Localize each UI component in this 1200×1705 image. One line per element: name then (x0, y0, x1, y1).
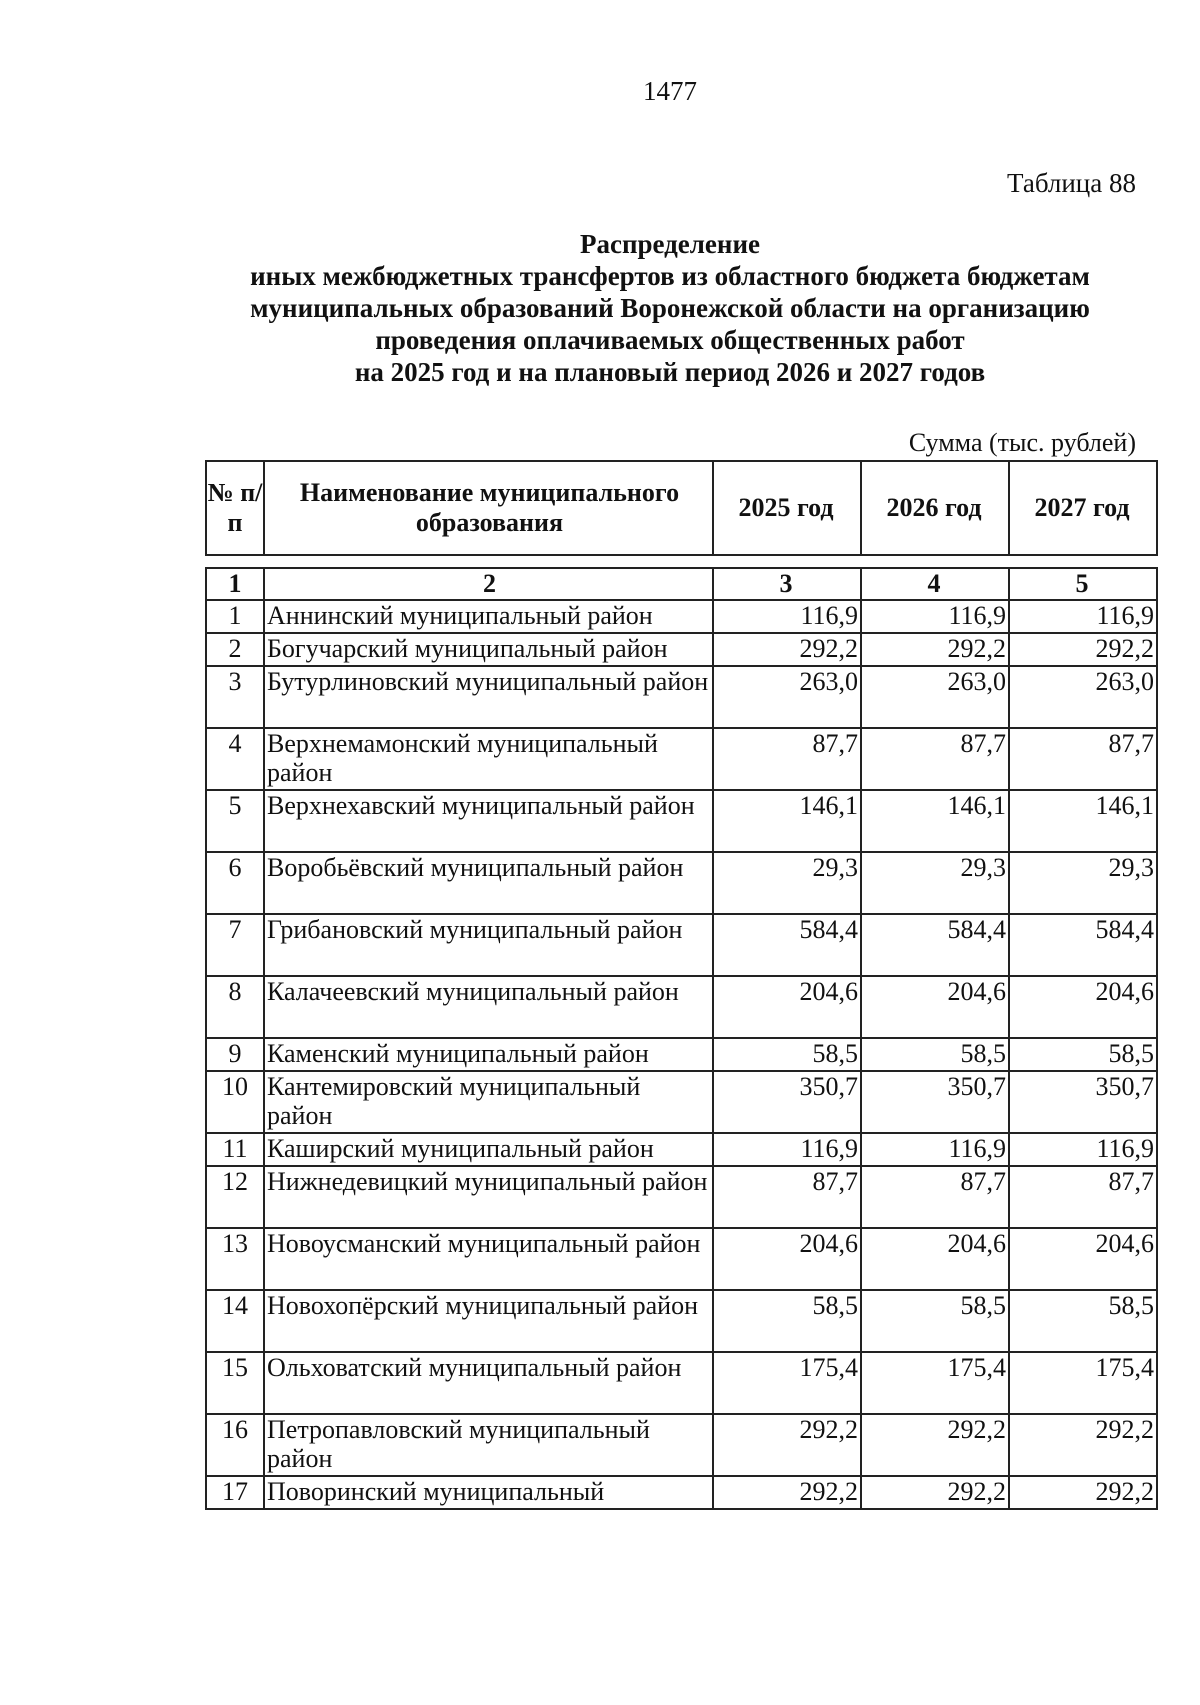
header-table (205, 460, 1158, 556)
row-number: 4 (206, 728, 264, 790)
value-2025: 350,7 (713, 1071, 861, 1133)
data-table (205, 567, 1158, 1510)
table-row (206, 1133, 1157, 1166)
value-2026: 87,7 (861, 1166, 1009, 1228)
table-row (206, 976, 1157, 1038)
row-name: Богучарский муниципальный район (264, 633, 713, 666)
value-2025: 29,3 (713, 852, 861, 914)
row-number: 11 (206, 1133, 264, 1166)
header-2027: 2027 год (1009, 461, 1157, 555)
value-2025: 204,6 (713, 976, 861, 1038)
column-number: 1 (206, 568, 264, 600)
row-name: Бутурлиновский муниципальный район (264, 666, 713, 728)
column-number: 5 (1009, 568, 1157, 600)
title-line: проведения оплачиваемых общественных работ (375, 325, 965, 355)
table-row (206, 666, 1157, 728)
value-2026: 204,6 (861, 1228, 1009, 1290)
row-number: 9 (206, 1038, 264, 1071)
row-number: 6 (206, 852, 264, 914)
page-number: 1477 (643, 76, 697, 106)
row-name: Верхнехавский муниципальный район (264, 790, 713, 852)
header-num: № п/п (206, 461, 264, 555)
table-row (206, 1290, 1157, 1352)
row-name: Нижнедевицкий муниципальный район (264, 1166, 713, 1228)
value-2027: 292,2 (1009, 633, 1157, 666)
row-number: 16 (206, 1414, 264, 1476)
value-2025: 292,2 (713, 633, 861, 666)
column-number: 4 (861, 568, 1009, 600)
column-numbers-row (206, 568, 1157, 600)
table-row (206, 1071, 1157, 1133)
value-2026: 116,9 (861, 600, 1009, 633)
table-row (206, 728, 1157, 790)
header-2026: 2026 год (861, 461, 1009, 555)
value-2027: 58,5 (1009, 1290, 1157, 1352)
row-name: Новоусманский муниципальный район (264, 1228, 713, 1290)
value-2027: 116,9 (1009, 600, 1157, 633)
header-name: Наименование муниципального образования (264, 461, 713, 555)
table-row (206, 852, 1157, 914)
table-row (206, 1414, 1157, 1476)
value-2025: 87,7 (713, 728, 861, 790)
value-2027: 584,4 (1009, 914, 1157, 976)
value-2026: 292,2 (861, 633, 1009, 666)
row-name: Верхнемамонский муниципальный район (264, 728, 713, 790)
value-2027: 204,6 (1009, 1228, 1157, 1290)
value-2025: 263,0 (713, 666, 861, 728)
value-2026: 350,7 (861, 1071, 1009, 1133)
row-number: 12 (206, 1166, 264, 1228)
value-2027: 292,2 (1009, 1476, 1157, 1509)
title-line: на 2025 год и на плановый период 2026 и 2027 годов (354, 357, 986, 387)
value-2026: 175,4 (861, 1352, 1009, 1414)
value-2025: 116,9 (713, 1133, 861, 1166)
row-number: 5 (206, 790, 264, 852)
table-row (206, 600, 1157, 633)
row-name: Каменский муниципальный район (264, 1038, 713, 1071)
row-name: Поворинский муниципальный (264, 1476, 713, 1509)
table-body (206, 568, 1157, 1509)
value-2025: 146,1 (713, 790, 861, 852)
value-2025: 204,6 (713, 1228, 861, 1290)
value-2027: 29,3 (1009, 852, 1157, 914)
row-name: Аннинский муниципальный район (264, 600, 713, 633)
row-name: Петропавловский муниципальный район (264, 1414, 713, 1476)
table-row (206, 914, 1157, 976)
table-label: Таблица 88 (1007, 168, 1136, 198)
value-2027: 146,1 (1009, 790, 1157, 852)
header-2025: 2025 год (713, 461, 861, 555)
value-2027: 263,0 (1009, 666, 1157, 728)
row-number: 7 (206, 914, 264, 976)
row-name: Ольховатский муниципальный район (264, 1352, 713, 1414)
units-label: Сумма (тыс. рублей) (908, 428, 1136, 457)
value-2025: 292,2 (713, 1476, 861, 1509)
value-2027: 116,9 (1009, 1133, 1157, 1166)
value-2026: 584,4 (861, 914, 1009, 976)
value-2027: 58,5 (1009, 1038, 1157, 1071)
document-title (0, 228, 1200, 388)
value-2027: 175,4 (1009, 1352, 1157, 1414)
value-2026: 58,5 (861, 1038, 1009, 1071)
row-name: Каширский муниципальный район (264, 1133, 713, 1166)
value-2026: 116,9 (861, 1133, 1009, 1166)
value-2026: 263,0 (861, 666, 1009, 728)
value-2027: 292,2 (1009, 1414, 1157, 1476)
column-number: 3 (713, 568, 861, 600)
row-name: Новохопёрский муниципальный район (264, 1290, 713, 1352)
title-line: иных межбюджетных трансфертов из областного бюджета бюджетам (250, 261, 1090, 291)
row-number: 14 (206, 1290, 264, 1352)
row-number: 1 (206, 600, 264, 633)
column-number: 2 (264, 568, 713, 600)
value-2027: 350,7 (1009, 1071, 1157, 1133)
value-2025: 584,4 (713, 914, 861, 976)
value-2026: 146,1 (861, 790, 1009, 852)
value-2027: 87,7 (1009, 728, 1157, 790)
title-line: Распределение (579, 229, 761, 259)
table-row (206, 1038, 1157, 1071)
value-2026: 87,7 (861, 728, 1009, 790)
value-2025: 87,7 (713, 1166, 861, 1228)
value-2026: 58,5 (861, 1290, 1009, 1352)
row-number: 2 (206, 633, 264, 666)
row-name: Воробьёвский муниципальный район (264, 852, 713, 914)
value-2025: 116,9 (713, 600, 861, 633)
value-2025: 58,5 (713, 1290, 861, 1352)
value-2026: 29,3 (861, 852, 1009, 914)
table-row (206, 790, 1157, 852)
value-2026: 204,6 (861, 976, 1009, 1038)
row-number: 17 (206, 1476, 264, 1509)
value-2026: 292,2 (861, 1414, 1009, 1476)
row-number: 10 (206, 1071, 264, 1133)
value-2026: 292,2 (861, 1476, 1009, 1509)
row-name: Грибановский муниципальный район (264, 914, 713, 976)
title-line: муниципальных образований Воронежской области на организацию (250, 293, 1090, 323)
value-2025: 175,4 (713, 1352, 861, 1414)
table-row (206, 1166, 1157, 1228)
row-number: 13 (206, 1228, 264, 1290)
table-row (206, 1228, 1157, 1290)
value-2025: 58,5 (713, 1038, 861, 1071)
row-number: 3 (206, 666, 264, 728)
table-row (206, 1352, 1157, 1414)
table-row (206, 1476, 1157, 1509)
row-number: 15 (206, 1352, 264, 1414)
row-name: Кантемировский муниципальный район (264, 1071, 713, 1133)
value-2027: 204,6 (1009, 976, 1157, 1038)
row-name: Калачеевский муниципальный район (264, 976, 713, 1038)
row-number: 8 (206, 976, 264, 1038)
value-2027: 87,7 (1009, 1166, 1157, 1228)
table-row (206, 633, 1157, 666)
value-2025: 292,2 (713, 1414, 861, 1476)
